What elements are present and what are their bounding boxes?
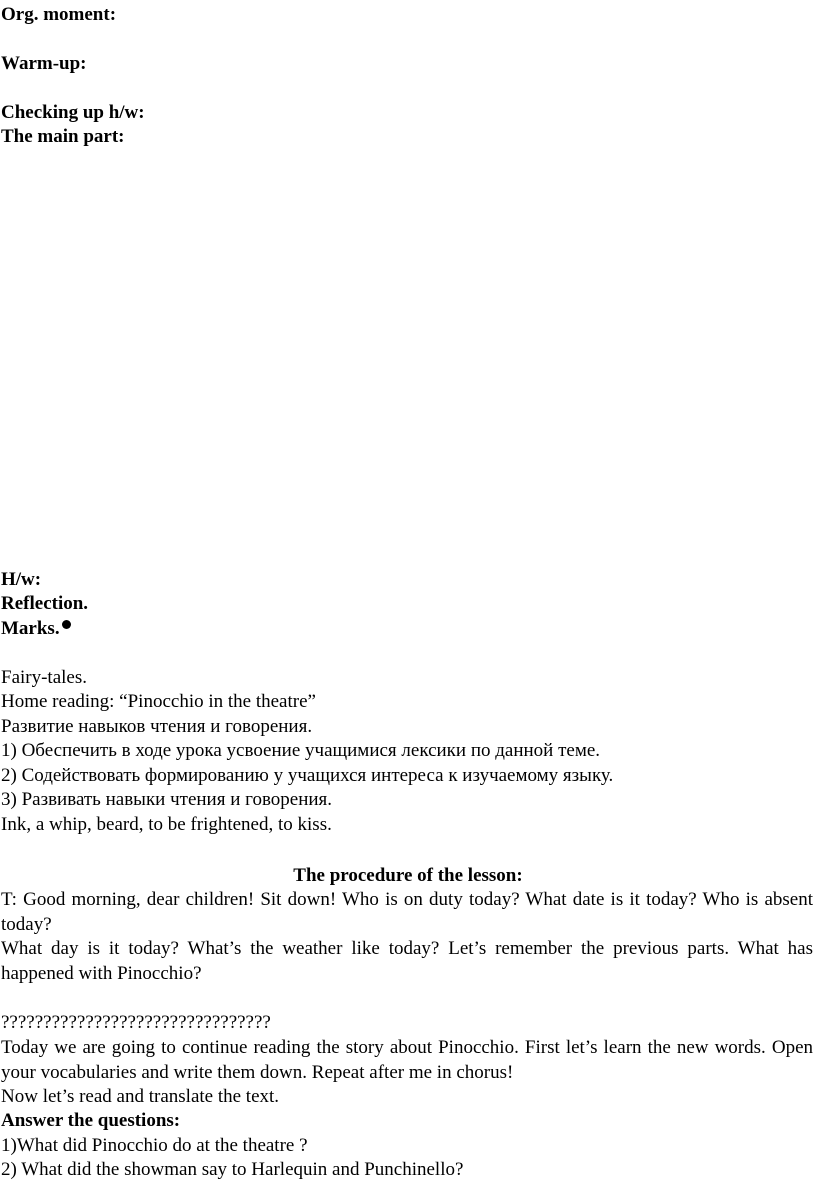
objective-item: 2) Содействовать формированию у учащихся интереса к изучаемому языку.	[1, 765, 614, 786]
heading-marks-row	[1, 617, 71, 641]
teacher-questions: What day is it today? What’s the weather like today? Let’s remember the previous parts. What has happened with Pinocchio?	[1, 938, 813, 984]
heading-reflection: Reflection.	[1, 593, 89, 614]
read-translate-line: Now let’s read and translate the text.	[1, 1086, 280, 1107]
answer-questions-heading: Answer the questions:	[1, 1110, 181, 1131]
heading-org-moment: Org. moment:	[1, 4, 117, 25]
heading-marks: Marks.	[1, 618, 60, 639]
lesson-topic: Fairy-tales.	[1, 667, 88, 688]
objective-item: 1) Обеспечить в ходе урока усвоение учащимися лексики по данной теме.	[1, 740, 601, 761]
question-item: 1)What did Pinocchio do at the theatre ?	[1, 1135, 308, 1156]
vocabulary-list: Ink, a whip, beard, to be frightened, to kiss.	[1, 814, 332, 835]
procedure-title: The procedure of the lesson:	[293, 865, 523, 886]
question-item: 2) What did the showman say to Harlequin and Punchinello?	[1, 1159, 464, 1180]
placeholder-text: ????????????????????????????????	[1, 1012, 271, 1033]
heading-warm-up: Warm-up:	[1, 53, 87, 74]
heading-main-part: The main part:	[1, 126, 125, 147]
heading-checking-hw: Checking up h/w:	[1, 102, 145, 123]
objective-item: 3) Развивать навыки чтения и говорения.	[1, 789, 333, 810]
heading-hw: H/w:	[1, 569, 42, 590]
continue-reading-paragraph: Today we are going to continue reading the story about Pinocchio. First let’s learn the new words. Open your vocabularies and write them down. Repeat after me in chorus!	[1, 1037, 813, 1083]
lesson-aim: Развитие навыков чтения и говорения.	[1, 716, 313, 737]
teacher-greeting: T: Good morning, dear children! Sit down! Who is on duty today? What date is it today? Who is absent today?	[1, 889, 813, 935]
home-reading-title: Home reading: “Pinocchio in the theatre”	[1, 691, 316, 712]
bullet-icon	[62, 620, 71, 629]
